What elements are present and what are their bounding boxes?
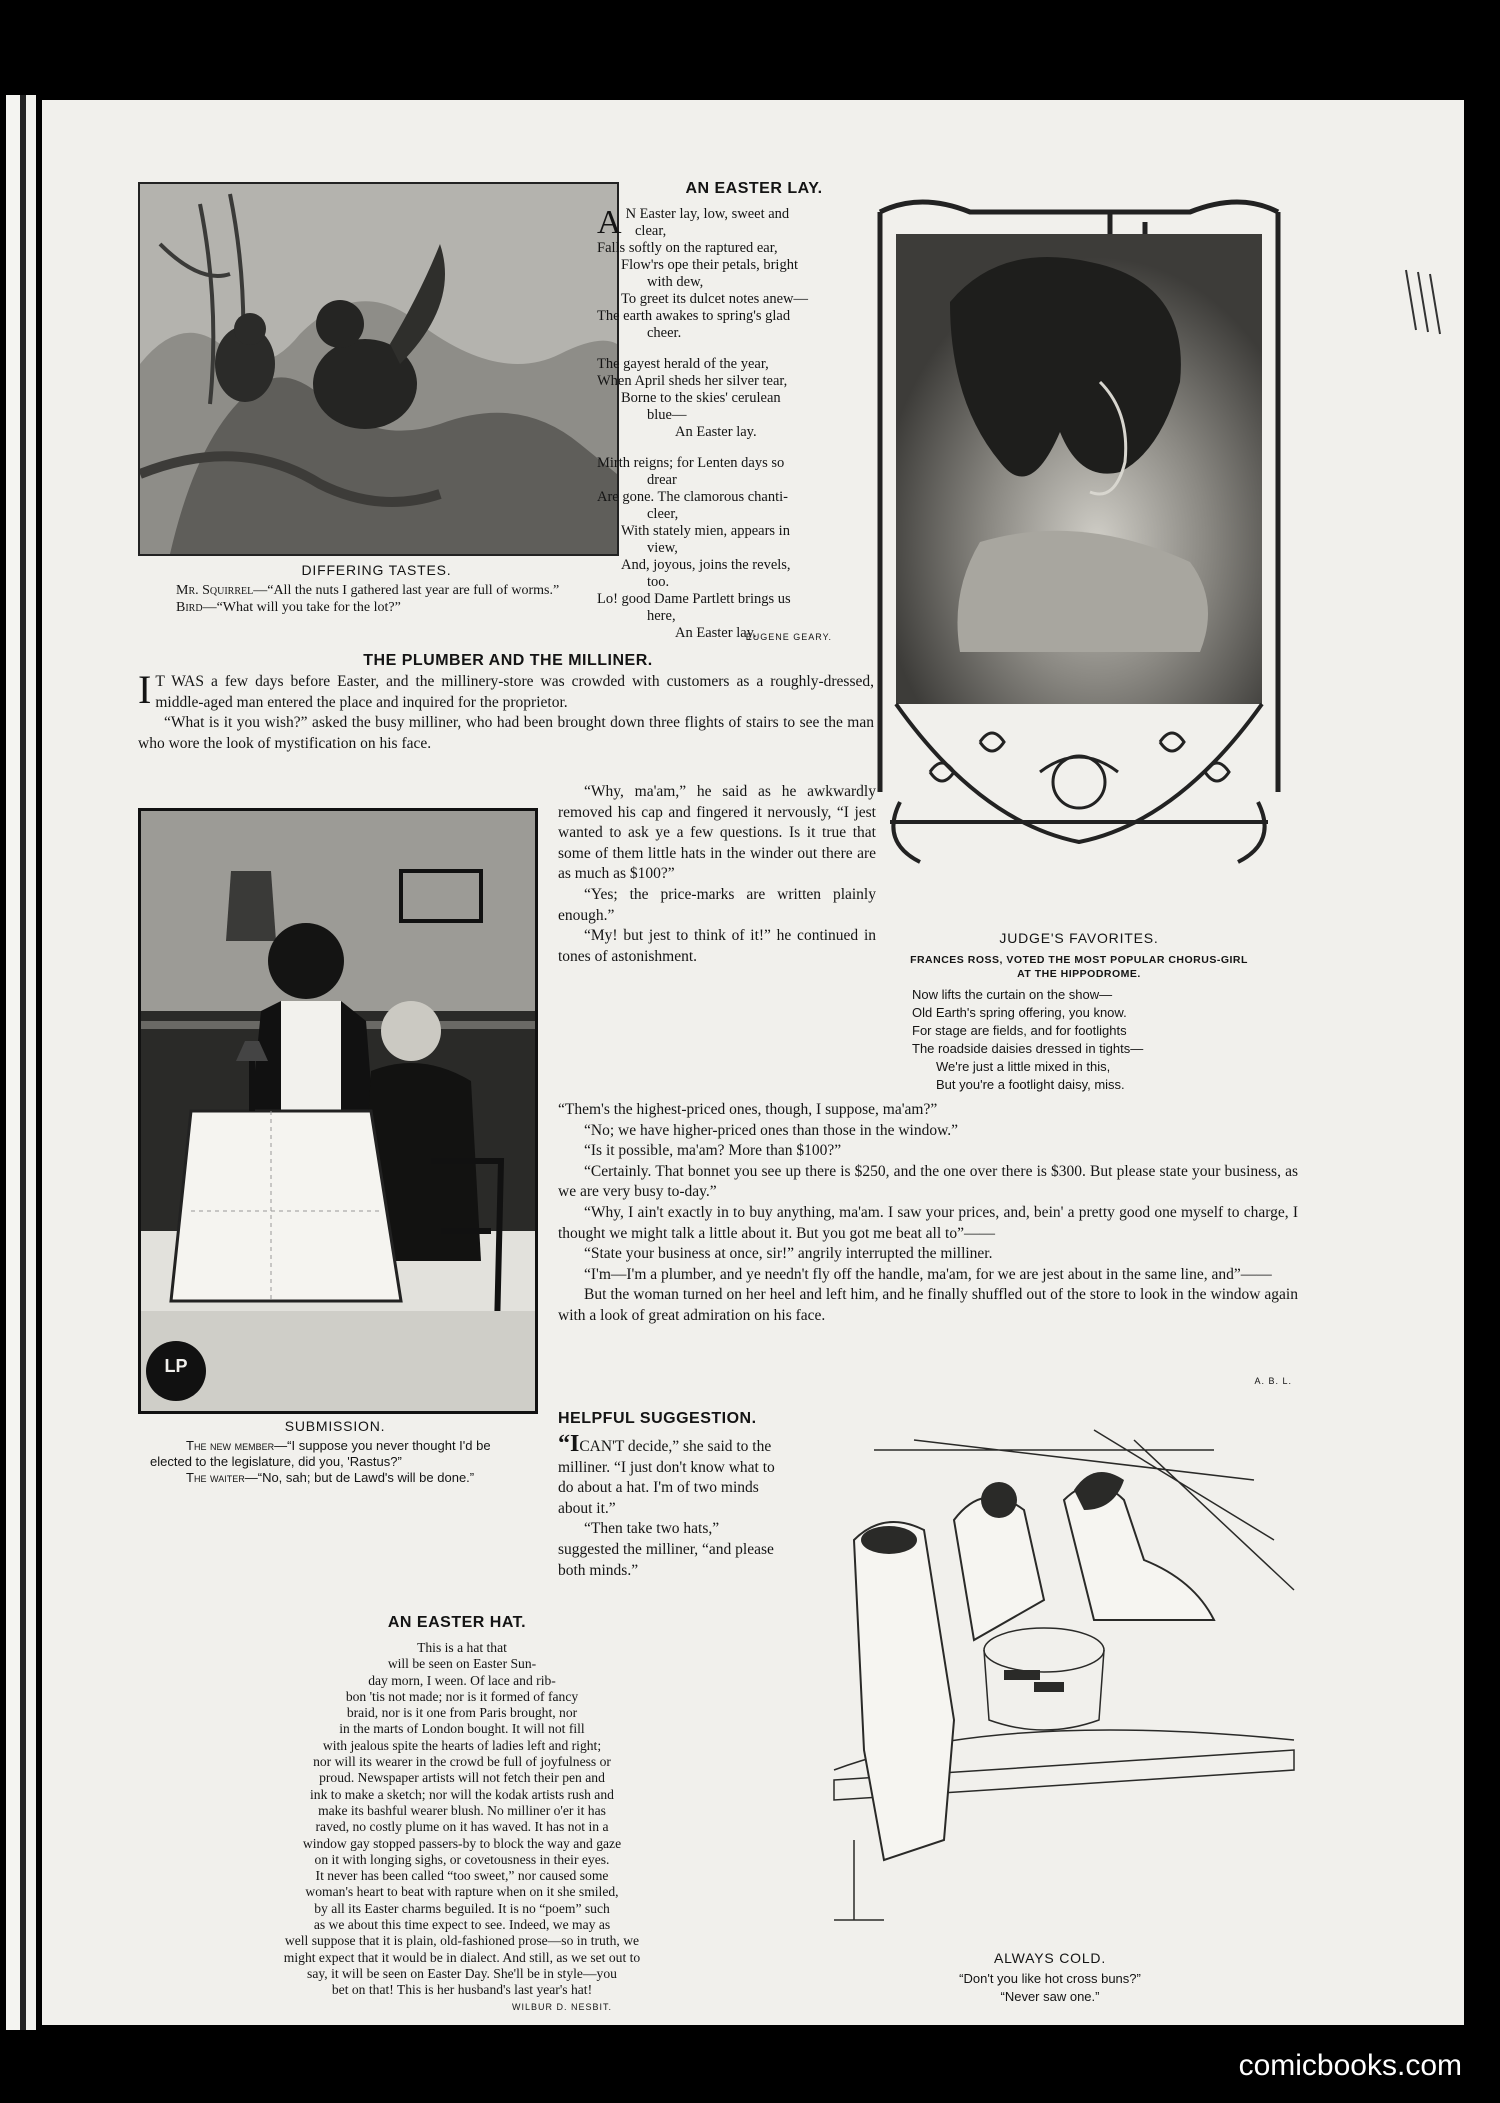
easter-hat-poem <box>152 1640 772 1999</box>
helpful-text <box>558 1431 780 1581</box>
poem-line: N Easter lay, low, sweet and <box>625 206 790 222</box>
paragraph: “My! but jest to think of it!” he continued in tones of astonishment. <box>558 927 876 965</box>
paragraph: “Why, ma'am,” he said as he awkwardly removed his cap and fingered it nervously, “I jest wanted to ask ye a few questions. Is it true that some of them little hats in the winder out there are as much as $100?” <box>558 783 876 883</box>
easter-hat-author: WILBUR D. NESBIT. <box>512 2002 613 2012</box>
drop-cap: A <box>597 204 622 241</box>
squirrel-bird-illustration <box>138 182 619 556</box>
poem-line: woman's heart to beat with rapture when on it she smiled, <box>305 1884 619 1900</box>
waiter-diner-drawing <box>141 811 535 1411</box>
poem-line: say, it will be seen on Easter Day. She'll be in style—you <box>307 1965 617 1981</box>
portrait-frame <box>860 182 1298 922</box>
poem-line: The earth awakes to spring's glad <box>597 308 791 324</box>
speaker-label: Mr. Squirrel <box>176 583 254 598</box>
poem-line: bon 'tis not made; nor is it formed of fancy <box>345 1688 579 1704</box>
paragraph: “Certainly. That bonnet you see up there is $250, and the one over there is $300. But please state your business, as we are very busy to-day.” <box>558 1162 1298 1201</box>
verse-line: For stage are fields, and for footlights <box>912 1023 1127 1038</box>
poem-line: with jealous spite the hearts of ladies left and right; <box>322 1737 602 1753</box>
poem-line: It never has been called “too sweet,” nor caused some <box>315 1868 609 1884</box>
verse-line: We're just a little mixed in this, <box>936 1059 1111 1074</box>
site-watermark: comicbooks.com <box>1238 2049 1462 2082</box>
poem-line: Flow'rs ope their petals, bright <box>621 257 798 273</box>
paragraph: “Them's the highest-priced ones, though, I suppose, ma'am?” <box>558 1101 938 1118</box>
art-nouveau-portrait <box>860 182 1298 922</box>
poem-line: bet on that! This is her husband's last year's hat! <box>331 1982 593 1998</box>
poem-line: by all its Easter charms beguiled. It is no “poem” such <box>314 1900 610 1916</box>
always-cold-caption <box>794 1970 1306 2006</box>
poem-line: as we about this time expect to see. Indeed, we may as <box>313 1917 611 1933</box>
poem-line: drear <box>647 472 677 488</box>
poem-line: clear, <box>635 223 667 239</box>
submission-title: SUBMISSION. <box>284 1418 386 1434</box>
poem-line: And, joyous, joins the revels, <box>621 557 791 573</box>
poem-line: Lo! good Dame Partlett brings us <box>597 591 791 607</box>
plumber-dialogue-wide <box>558 1100 1298 1327</box>
poem-line: on it with longing sighs, or covetousness in their eyes. <box>314 1851 610 1867</box>
poem-line: With stately mien, appears in <box>621 523 790 539</box>
poem-line: nor will its wearer in the crowd be full of joyfulness or <box>313 1754 611 1770</box>
poem-line: This is a hat that <box>417 1640 507 1655</box>
poem-line: To greet its dulcet notes anew— <box>621 291 809 307</box>
paragraph: “What is it you wish?” asked the busy milliner, who had been brought down three flights of stairs to see the man who wore the look of mystification on his face. <box>138 714 874 752</box>
paragraph: “Yes; the price-marks are written plainly enough.” <box>558 885 876 924</box>
caption-line: —“I suppose you never thought I'd be elected to the legislature, did you, 'Rastus?” <box>150 1438 491 1469</box>
lunch-counter-sketch <box>794 1420 1306 1940</box>
book-binding <box>0 95 42 2030</box>
poem-line: Are gone. The clamorous chanti- <box>597 489 788 505</box>
magazine-page <box>42 100 1464 2025</box>
poem-line: with dew, <box>647 274 704 290</box>
always-cold-illustration <box>794 1420 1306 1940</box>
poem-line: will be seen on Easter Sun- <box>387 1656 537 1672</box>
poem-line: day morn, I ween. Of lace and rib- <box>368 1672 556 1688</box>
speaker-label: The waiter <box>186 1470 245 1485</box>
paragraph: T WAS a few days before Easter, and the millinery-store was crowded with customers as a roughly-dressed, middle-aged man entered the place and inquired for the proprietor. <box>155 673 874 711</box>
drop-cap: I <box>138 667 152 712</box>
poem-line: When April sheds her silver tear, <box>597 373 788 389</box>
poem-line: in the marts of London bought. It will not fill <box>339 1721 585 1737</box>
paragraph: CAN'T decide,” she said to the milliner. “I just don't know what to do about a hat. I'm of two minds about it.” <box>558 1438 775 1517</box>
poem-line: raved, no costly plume on it has waved. It has not in a <box>315 1819 609 1835</box>
poem-line: Borne to the skies' cerulean <box>621 390 781 406</box>
page-edge-marks <box>1396 260 1456 340</box>
verse-line: Now lifts the curtain on the show— <box>912 987 1113 1002</box>
paragraph: “State your business at once, sir!” angrily interrupted the milliner. <box>584 1245 993 1263</box>
paragraph: “Why, I ain't exactly in to buy anything, ma'am. I saw your prices, and, bein' a pretty good one myself to charge, I thought we might talk a little about it. But you got me beat all to”—— <box>558 1203 1298 1242</box>
plumber-author: A. B. L. <box>1254 1376 1292 1386</box>
poem-line: too. <box>647 574 670 590</box>
verse-line: The roadside daisies dressed in tights— <box>912 1041 1144 1056</box>
subtitle-line: FRANCES ROSS, VOTED THE MOST POPULAR CHORUS-GIRL <box>910 954 1248 966</box>
poem-line: The gayest herald of the year, <box>597 356 769 372</box>
judges-favorites-title: JUDGE'S FAVORITES. <box>999 930 1159 946</box>
poem-line: well suppose that it is plain, old-fashioned prose—so in truth, we <box>284 1933 640 1949</box>
poem-line: might expect that it would be in dialect. And still, as we set out to <box>283 1949 641 1965</box>
judges-favorites-subtitle <box>860 953 1298 981</box>
judges-favorites-verse <box>912 986 1212 1094</box>
opening-quote: “I <box>558 1431 580 1457</box>
poem-line: window gay stopped passers-by to block the way and gaze <box>302 1835 622 1851</box>
easter-lay-title: AN EASTER LAY. <box>685 180 823 197</box>
paragraph: “Then take two hats,” suggested the milliner, “and please both minds.” <box>558 1520 774 1579</box>
differing-tastes-title: DIFFERING TASTES. <box>301 562 452 578</box>
easter-lay-poem <box>597 206 885 642</box>
caption-line: —“No, sah; but de Lawd's will be done.” <box>244 1470 475 1485</box>
caption-line: “Never saw one.” <box>1000 1989 1100 2004</box>
submission-caption <box>150 1438 532 1486</box>
plumber-intro <box>138 667 874 754</box>
verse-line: Old Earth's spring offering, you know. <box>912 1005 1127 1020</box>
paragraph: But the woman turned on her heel and left him, and he finally shuffled out of the store to look in the window again with a look of great admiration on his face. <box>558 1286 1298 1324</box>
differing-tastes-caption <box>138 582 615 616</box>
speaker-label: Bird <box>176 600 203 615</box>
easter-hat-title: AN EASTER HAT. <box>387 1614 527 1631</box>
plumber-dialogue-column <box>558 782 876 967</box>
caption-line: “Don't you like hot cross buns?” <box>959 1971 1141 1986</box>
poem-line: An Easter lay. <box>675 424 757 440</box>
artist-monogram: LP <box>164 1356 188 1376</box>
paragraph: “Is it possible, ma'am? More than $100?” <box>584 1142 842 1160</box>
poem-line: blue— <box>647 407 687 423</box>
poem-line: proud. Newspaper artists will not fetch their pen and <box>319 1770 605 1786</box>
subtitle-line: AT THE HIPPODROME. <box>1017 968 1141 980</box>
poem-line: An Easter lay. <box>675 625 757 641</box>
paragraph: “No; we have higher-priced ones than those in the window.” <box>584 1121 959 1139</box>
caption-line: —“All the nuts I gathered last year are full of worms.” <box>253 583 560 598</box>
submission-illustration <box>138 808 538 1414</box>
squirrel-bird-drawing <box>140 184 617 554</box>
poem-line: cheer. <box>647 325 682 341</box>
paragraph: “I'm—I'm a plumber, and ye needn't fly off the handle, ma'am, for we are jest about in the same line, and”—— <box>584 1265 1272 1283</box>
poem-line: ink to make a sketch; nor will the kodak artists rush and <box>310 1786 614 1802</box>
speaker-label: The new member <box>186 1438 275 1453</box>
easter-lay-author: EUGENE GEARY. <box>745 632 832 642</box>
poem-line: make its bashful wearer blush. No milliner o'er it has <box>318 1802 606 1818</box>
always-cold-title: ALWAYS COLD. <box>993 1950 1107 1966</box>
caption-line: —“What will you take for the lot?” <box>202 600 401 615</box>
poem-line: here, <box>647 608 676 624</box>
poem-line: braid, nor is it one from Paris brought, nor <box>346 1705 578 1721</box>
poem-line: Falls softly on the raptured ear, <box>597 240 778 256</box>
poem-line: Mirth reigns; for Lenten days so <box>597 455 785 471</box>
helpful-title: HELPFUL SUGGESTION. <box>558 1410 757 1427</box>
poem-line: cleer, <box>647 506 679 522</box>
verse-line: But you're a footlight daisy, miss. <box>936 1077 1125 1092</box>
poem-line: view, <box>647 540 678 556</box>
plumber-title: THE PLUMBER AND THE MILLINER. <box>363 652 653 669</box>
